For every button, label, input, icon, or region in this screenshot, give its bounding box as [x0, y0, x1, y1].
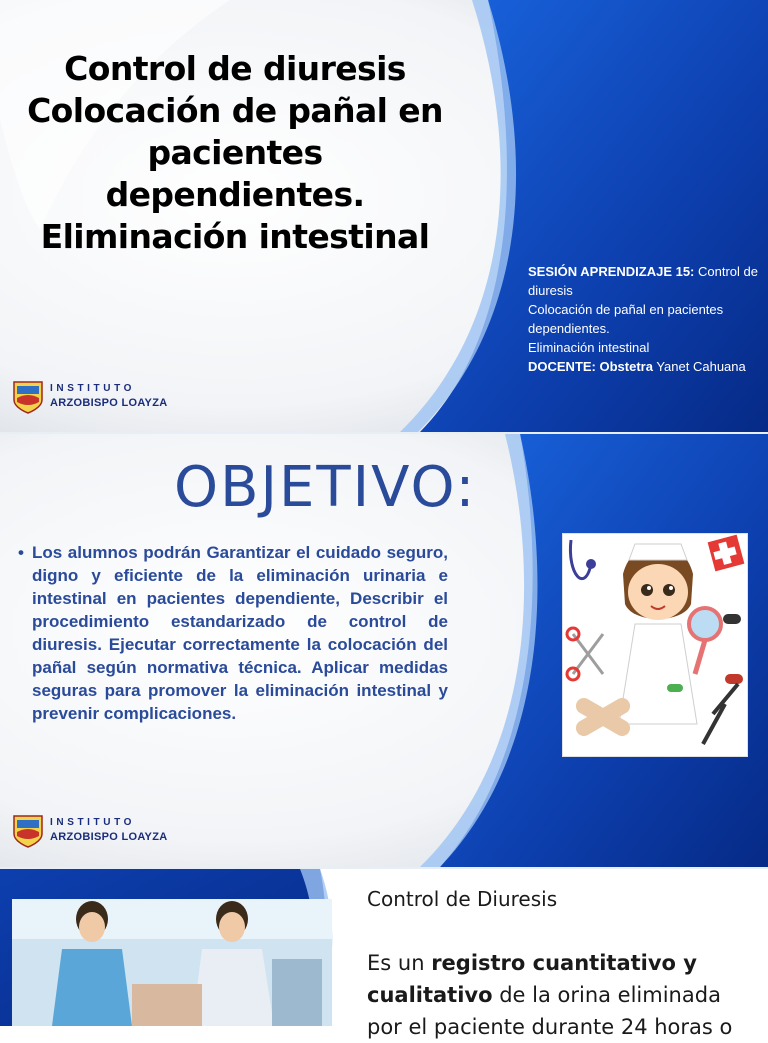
diuresis-paragraph — [367, 947, 752, 1043]
logo-line1: INSTITUTO — [50, 817, 135, 828]
institute-logo — [12, 378, 167, 414]
slide-diuresis — [0, 867, 768, 1039]
diuresis-text: de la orina eliminada por el paciente durante 24 horas o — [367, 983, 733, 1039]
logo-line1: INSTITUTO — [50, 383, 135, 394]
title-line: Colocación de pañal en — [27, 91, 443, 130]
nurse-icon — [563, 534, 747, 756]
session-text: Colocación de pañal en pacientes dependientes. — [528, 302, 724, 336]
crest-icon — [12, 812, 44, 848]
session-text: Eliminación intestinal — [528, 340, 650, 355]
slide-title — [0, 0, 768, 432]
docente-name: Yanet Cahuana — [652, 359, 746, 374]
title-line: Eliminación intestinal — [40, 217, 430, 256]
session-info — [528, 262, 760, 376]
slide-title-heading — [20, 48, 450, 258]
slide-objective — [0, 432, 768, 867]
crest-icon — [12, 378, 44, 414]
objective-title: OBJETIVO: — [174, 455, 477, 520]
bullet: • — [18, 543, 24, 562]
logo-line2: ARZOBISPO LOAYZA — [50, 397, 168, 409]
session-text: Control de diuresis — [528, 264, 758, 298]
objective-paragraph: Los alumnos podrán Garantizar el cuidado seguro, digno y eficiente de la eliminación urinaria e intestinal en pacientes dependiente, Describir el procedimiento estandarizado de control de diuresis. Ejecutar correctamente la colocación del pañal según normativa técnica. Aplicar medidas seguras para promover la eliminación intestinal y prevenir complicaciones. — [32, 543, 448, 723]
objective-text — [20, 541, 448, 725]
diuresis-text: Es un — [367, 951, 432, 975]
docente-role: Obstetra — [595, 359, 653, 374]
title-line: pacientes — [147, 133, 323, 172]
title-line: Control de diuresis — [64, 49, 406, 88]
diuresis-bold: registro cuantitativo y cualitativo — [367, 951, 697, 1007]
diuresis-heading: Control de Diuresis — [367, 887, 558, 911]
nurse-illustration — [562, 533, 748, 757]
title-line: dependientes. — [105, 175, 365, 214]
nurses-photo — [12, 899, 332, 1026]
docente-label: DOCENTE: — [528, 359, 596, 374]
institute-logo — [12, 812, 167, 848]
logo-line2: ARZOBISPO LOAYZA — [50, 831, 168, 843]
photo-icon — [12, 899, 332, 1026]
session-label: SESIÓN APRENDIZAJE 15: — [528, 264, 695, 279]
